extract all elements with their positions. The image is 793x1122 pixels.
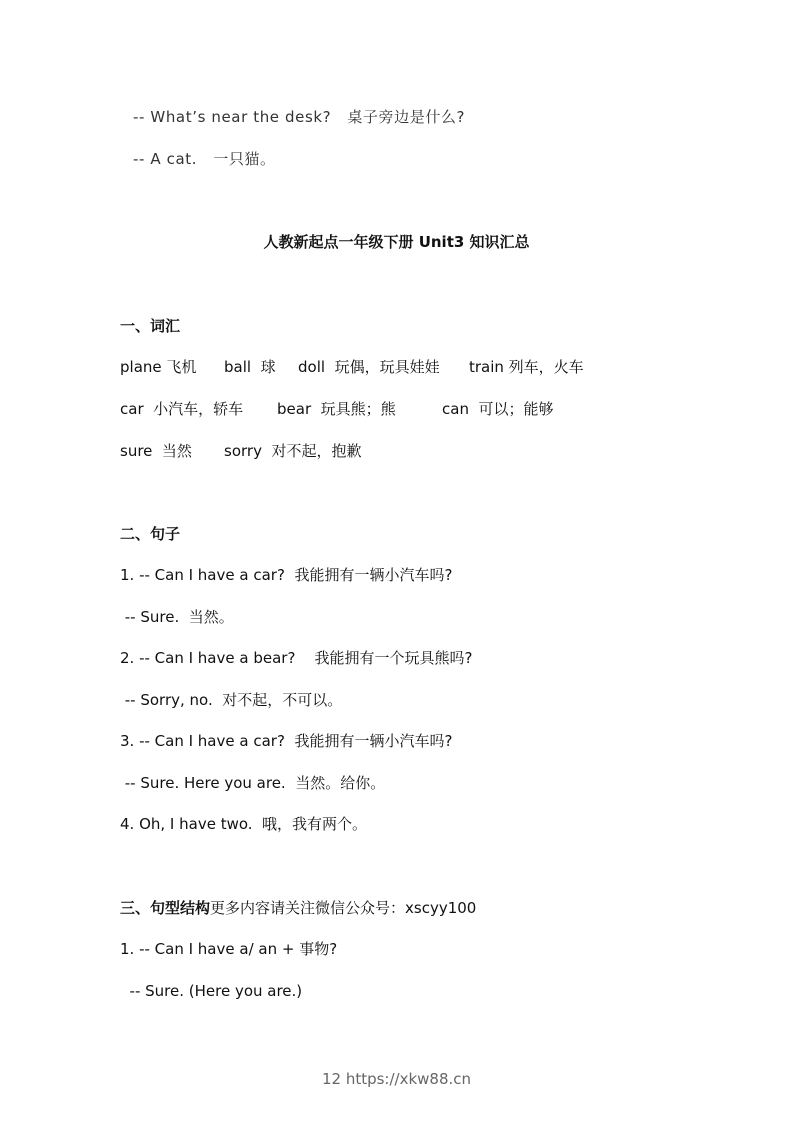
patterns-note: 更多内容请关注微信公众号：xscyy100 [210,899,477,917]
vocab-item: car 小汽车，轿车 [120,400,244,418]
intro-answer: -- A cat. 一只猫。 [133,150,276,168]
pattern-line: -- Sure. (Here you are.) [120,982,303,1000]
vocab-item: plane 飞机 [120,358,197,376]
vocab-item: can 可以；能够 [442,400,554,418]
vocab-item: ball 球 [224,358,276,376]
vocab-item: sorry 对不起，抱歉 [224,442,362,460]
page-footer: 12 https://xkw88.cn [321,1070,472,1088]
patterns-heading-line [120,898,476,918]
pattern-line: 1. -- Can I have a/ an + 事物? [120,940,338,958]
sentence-line: 1. -- Can I have a car? 我能拥有一辆小汽车吗? [120,566,453,584]
sentence-line: -- Sure. Here you are. 当然。给你。 [120,774,386,792]
vocab-item: doll 玩偶，玩具娃娃 [298,358,440,376]
sentence-line: 2. -- Can I have a bear? 我能拥有一个玩具熊吗? [120,649,473,667]
vocab-item: bear 玩具熊；熊 [277,400,396,418]
page-title: 人教新起点一年级下册 Unit3 知识汇总 [263,233,530,251]
patterns-heading: 三、句型结构 [120,899,211,917]
sentence-line: 4. Oh, I have two. 哦，我有两个。 [120,815,368,833]
vocab-heading: 一、词汇 [120,317,181,335]
sentence-line: -- Sorry, no. 对不起，不可以。 [120,691,343,709]
sentences-heading: 二、句子 [120,525,181,543]
vocab-item: sure 当然 [120,442,192,460]
intro-question: -- What’s near the desk? 桌子旁边是什么? [133,108,466,126]
sentence-line: -- Sure. 当然。 [120,608,234,626]
vocab-item: train 列车，火车 [469,358,584,376]
sentence-line: 3. -- Can I have a car? 我能拥有一辆小汽车吗? [120,732,453,750]
